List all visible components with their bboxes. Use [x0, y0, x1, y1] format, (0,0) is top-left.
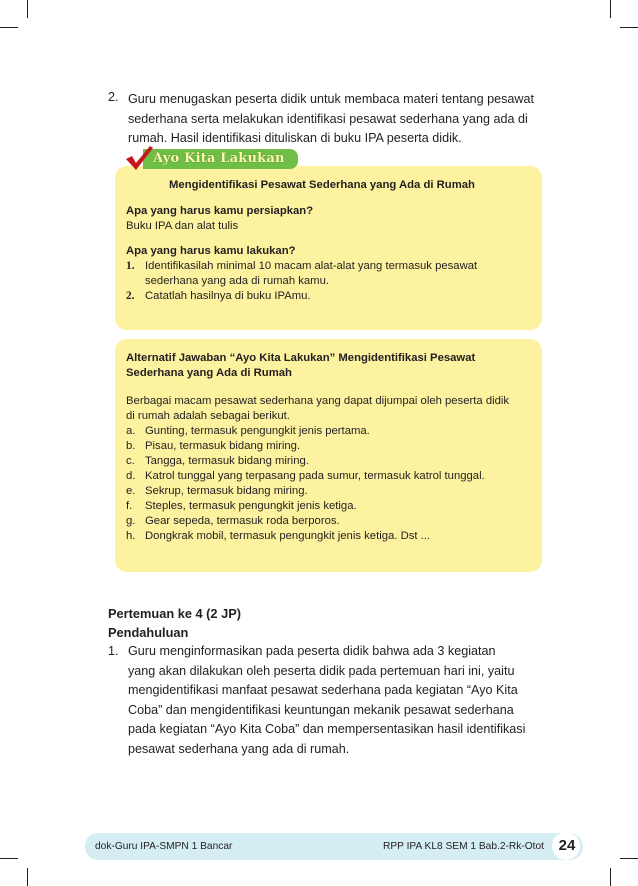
activity-title: Mengidentifikasi Pesawat Sederhana yang Ada di Rumah	[169, 179, 475, 191]
crop-mark	[610, 868, 611, 886]
badge-label: Ayo Kita Lakukan	[153, 151, 285, 166]
meeting-heading: Pertemuan ke 4 (2 JP)	[108, 606, 242, 621]
prepare-heading: Apa yang harus kamu persiapkan?	[126, 205, 314, 217]
intro-line: rumah. Hasil identifikasi dituliskan di buku IPA peserta didik.	[128, 131, 462, 145]
list-item: Pisau, termasuk bidang miring.	[145, 440, 301, 452]
answer-title: Sederhana yang Ada di Rumah	[126, 367, 292, 379]
list-item: Steples, termasuk pengungkit jenis ketiga.	[145, 500, 357, 512]
list-item: Katrol tunggal yang terpasang pada sumur, termasuk katrol tunggal.	[145, 470, 485, 482]
meeting-line: Coba” dan mengidentifikasi keuntungan mekanik pesawat sederhana	[128, 702, 514, 717]
crop-mark	[0, 858, 18, 859]
intro-number: 2.	[108, 90, 119, 104]
list-item: Sekrup, termasuk bidang miring.	[145, 485, 308, 497]
meeting-line: pesawat sederhana yang ada di rumah.	[128, 741, 350, 756]
list-item-letter: f.	[126, 500, 133, 512]
meeting-line: pada kegiatan “Ayo Kita Coba” dan mempersentasikan hasil identifikasi	[128, 722, 526, 736]
list-item-letter: h.	[126, 530, 136, 542]
intro-line: Guru menugaskan peserta didik untuk membaca materi tentang pesawat	[128, 92, 535, 106]
answer-title: Alternatif Jawaban “Ayo Kita Lakukan” Mengidentifikasi Pesawat	[126, 352, 476, 364]
list-item-letter: g.	[126, 515, 136, 527]
meeting-line: Guru menginformasikan pada peserta didik bahwa ada 3 kegiatan	[128, 644, 496, 658]
meeting-line: yang akan dilakukan oleh peserta didik pada pertemuan hari ini, yaitu	[128, 663, 515, 678]
list-item: Gunting, termasuk pengungkit jenis pertama.	[145, 425, 370, 437]
crop-mark	[620, 27, 638, 28]
footer-left-text: dok-Guru IPA-SMPN 1 Bancar	[95, 841, 233, 852]
answer-intro: Berbagai macam pesawat sederhana yang dapat dijumpai oleh peserta didik	[126, 395, 510, 407]
crop-mark	[0, 27, 18, 28]
crop-mark	[620, 858, 638, 859]
prepare-text: Buku IPA dan alat tulis	[126, 220, 239, 232]
list-item-letter: d.	[126, 470, 136, 482]
list-item-letter: a.	[126, 425, 136, 437]
list-item-letter: c.	[126, 455, 135, 467]
do-heading: Apa yang harus kamu lakukan?	[126, 245, 296, 257]
crop-mark	[27, 0, 28, 18]
crop-mark	[27, 868, 28, 886]
step-number: 1.	[126, 260, 135, 272]
list-item: Dongkrak mobil, termasuk pengungkit jenis ketiga. Dst ...	[145, 530, 431, 542]
footer-right-text: RPP IPA KL8 SEM 1 Bab.2-Rk-Otot	[383, 841, 544, 852]
meeting-line: mengidentifikasi manfaat pesawat sederhana pada kegiatan “Ayo Kita	[128, 683, 518, 697]
meeting-number: 1.	[108, 644, 119, 658]
answer-intro: di rumah adalah sebagai berikut.	[126, 410, 290, 422]
intro-line: sederhana serta melakukan identifikasi pesawat sederhana yang ada di	[128, 111, 528, 126]
meeting-subheading: Pendahuluan	[108, 625, 189, 640]
step-text: Identifikasilah minimal 10 macam alat-alat yang termasuk pesawat	[145, 260, 478, 272]
list-item: Gear sepeda, termasuk roda berporos.	[145, 515, 340, 527]
page-number: 24	[558, 837, 576, 854]
list-item-letter: e.	[126, 485, 136, 497]
crop-mark	[610, 0, 611, 18]
step-number: 2.	[126, 290, 135, 302]
list-item: Tangga, termasuk bidang miring.	[145, 455, 309, 467]
step-text: Catatlah hasilnya di buku IPAmu.	[145, 290, 311, 302]
activity-badge	[143, 149, 298, 169]
list-item-letter: b.	[126, 440, 136, 452]
step-text: sederhana yang ada di rumah kamu.	[145, 275, 330, 287]
checkmark-icon	[124, 144, 154, 172]
